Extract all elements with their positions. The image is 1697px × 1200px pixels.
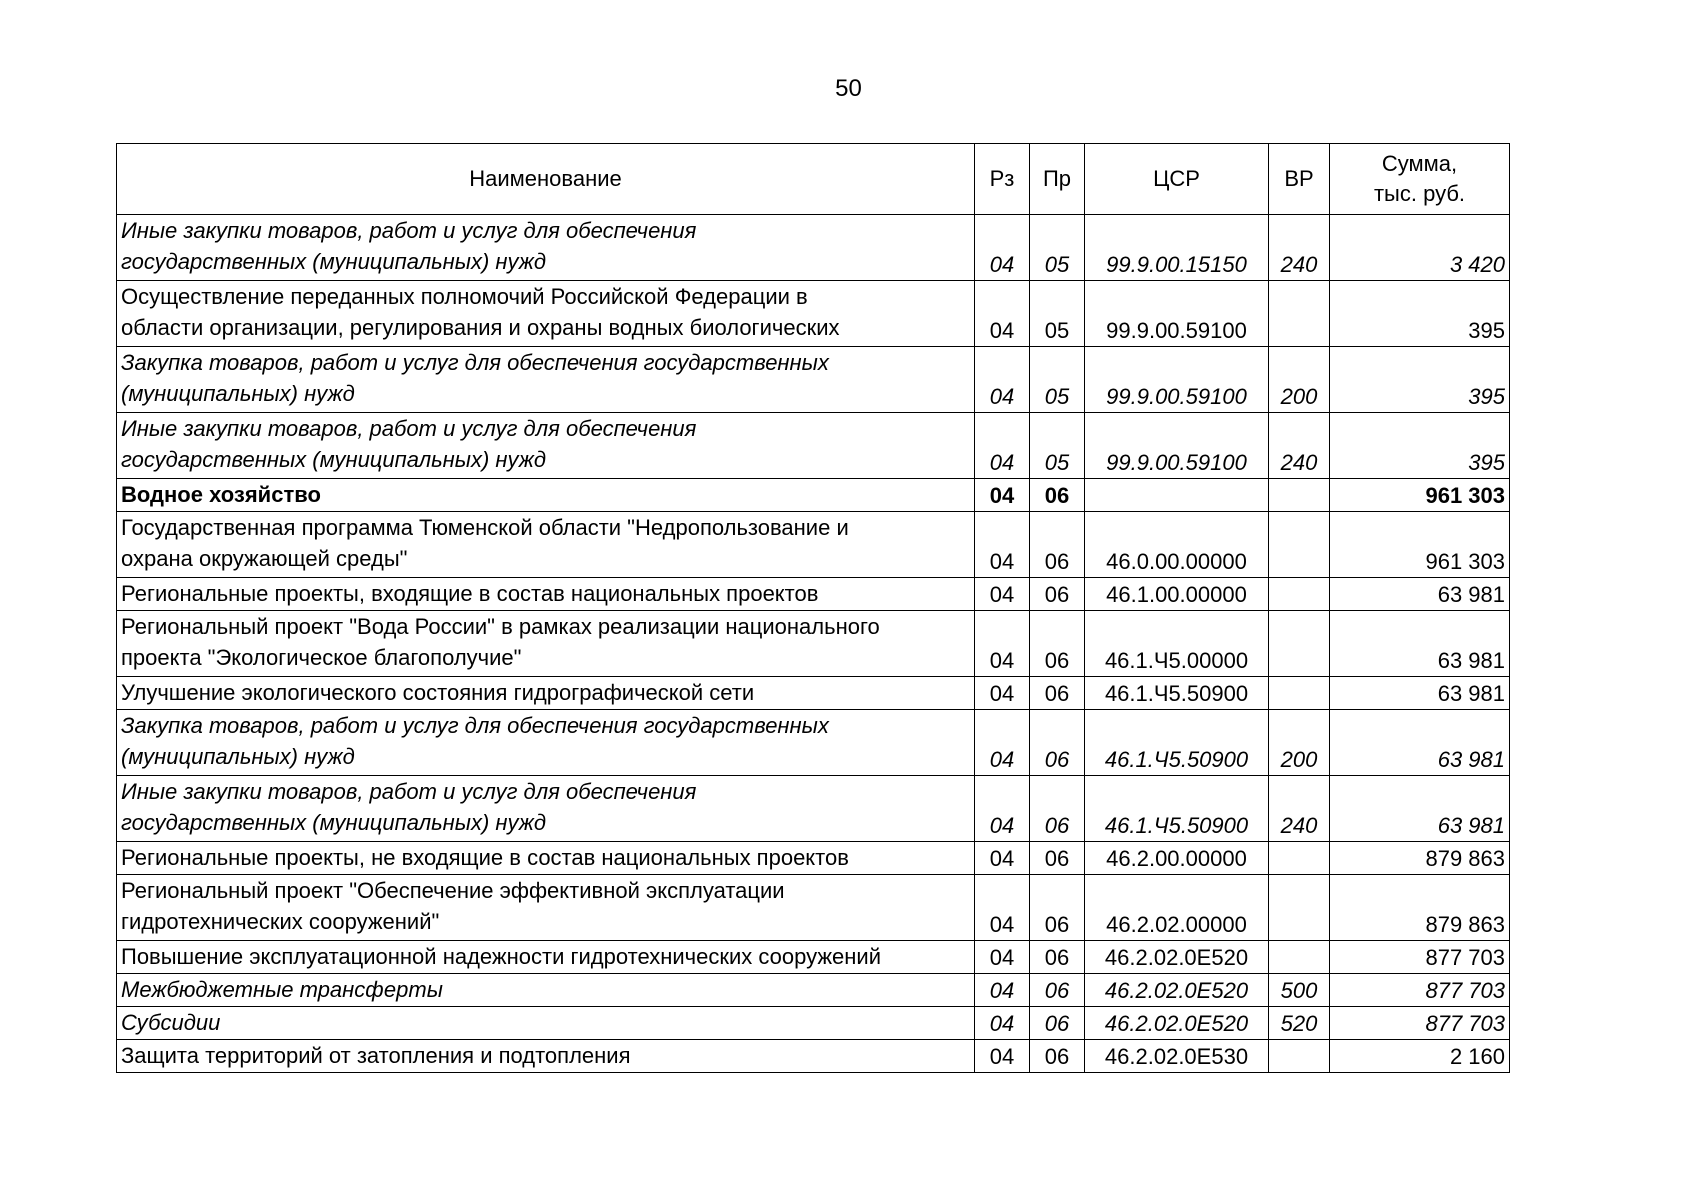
- cell-sum: 63 981: [1330, 611, 1510, 677]
- cell-sum: 63 981: [1330, 776, 1510, 842]
- header-vr: ВР: [1269, 144, 1330, 215]
- cell-sum: 961 303: [1330, 512, 1510, 578]
- cell-sum: 395: [1330, 347, 1510, 413]
- cell-csr: 46.1.Ч5.50900: [1085, 677, 1269, 710]
- cell-sum: 63 981: [1330, 677, 1510, 710]
- cell-name: Иные закупки товаров, работ и услуг для обеспечения государственных (муниципальных) нужд: [117, 776, 975, 842]
- cell-csr: 99.9.00.59100: [1085, 413, 1269, 479]
- cell-vr: 240: [1269, 215, 1330, 281]
- cell-pr: 05: [1030, 413, 1085, 479]
- cell-csr: 46.2.02.00000: [1085, 875, 1269, 941]
- cell-pr: 06: [1030, 710, 1085, 776]
- cell-csr: 46.0.00.00000: [1085, 512, 1269, 578]
- cell-csr: 99.9.00.59100: [1085, 347, 1269, 413]
- table-row: [117, 413, 1510, 479]
- cell-rz: 04: [975, 578, 1030, 611]
- cell-name: Закупка товаров, работ и услуг для обеспечения государственных (муниципальных) нужд: [117, 710, 975, 776]
- cell-rz: 04: [975, 875, 1030, 941]
- cell-vr: 500: [1269, 974, 1330, 1007]
- table-row: [117, 1040, 1510, 1073]
- cell-rz: 04: [975, 479, 1030, 512]
- cell-vr: [1269, 875, 1330, 941]
- cell-rz: 04: [975, 413, 1030, 479]
- cell-csr: 46.1.Ч5.50900: [1085, 776, 1269, 842]
- cell-name: Государственная программа Тюменской области "Недропользование и охрана окружающей среды": [117, 512, 975, 578]
- table-row: [117, 347, 1510, 413]
- cell-rz: 04: [975, 776, 1030, 842]
- cell-vr: 200: [1269, 710, 1330, 776]
- cell-sum: 879 863: [1330, 842, 1510, 875]
- cell-vr: [1269, 512, 1330, 578]
- cell-pr: 06: [1030, 611, 1085, 677]
- table-row: [117, 974, 1510, 1007]
- cell-vr: 240: [1269, 776, 1330, 842]
- header-sum-line2: тыс. руб.: [1373, 181, 1466, 206]
- cell-name: Водное хозяйство: [117, 479, 975, 512]
- cell-name: Региональные проекты, не входящие в состав национальных проектов: [117, 842, 975, 875]
- table-row: [117, 677, 1510, 710]
- table-row: [117, 710, 1510, 776]
- cell-pr: 06: [1030, 842, 1085, 875]
- cell-pr: 06: [1030, 1040, 1085, 1073]
- cell-pr: 05: [1030, 281, 1085, 347]
- cell-sum: 3 420: [1330, 215, 1510, 281]
- cell-name: Региональные проекты, входящие в состав национальных проектов: [117, 578, 975, 611]
- cell-vr: [1269, 677, 1330, 710]
- cell-csr: 46.1.00.00000: [1085, 578, 1269, 611]
- cell-rz: 04: [975, 974, 1030, 1007]
- table-row: [117, 611, 1510, 677]
- cell-sum: 395: [1330, 413, 1510, 479]
- budget-table: [116, 143, 1510, 1073]
- cell-rz: 04: [975, 941, 1030, 974]
- cell-name: Субсидии: [117, 1007, 975, 1040]
- cell-rz: 04: [975, 281, 1030, 347]
- cell-name: Иные закупки товаров, работ и услуг для обеспечения государственных (муниципальных) нужд: [117, 215, 975, 281]
- cell-csr: 46.2.00.00000: [1085, 842, 1269, 875]
- page-number: 50: [835, 75, 862, 102]
- header-csr: ЦСР: [1085, 144, 1269, 215]
- cell-sum: 879 863: [1330, 875, 1510, 941]
- header-pr: Пр: [1030, 144, 1085, 215]
- cell-rz: 04: [975, 710, 1030, 776]
- cell-sum: 2 160: [1330, 1040, 1510, 1073]
- cell-pr: 06: [1030, 875, 1085, 941]
- header-rz: Рз: [975, 144, 1030, 215]
- table-row: [117, 776, 1510, 842]
- cell-pr: 06: [1030, 941, 1085, 974]
- cell-rz: 04: [975, 1007, 1030, 1040]
- cell-sum: 63 981: [1330, 578, 1510, 611]
- cell-vr: [1269, 578, 1330, 611]
- cell-name: Региональный проект "Обеспечение эффективной эксплуатации гидротехнических сооружений": [117, 875, 975, 941]
- cell-rz: 04: [975, 215, 1030, 281]
- cell-sum: 63 981: [1330, 710, 1510, 776]
- header-sum: [1330, 144, 1510, 215]
- cell-vr: [1269, 479, 1330, 512]
- cell-rz: 04: [975, 677, 1030, 710]
- cell-name: Иные закупки товаров, работ и услуг для обеспечения государственных (муниципальных) нужд: [117, 413, 975, 479]
- cell-rz: 04: [975, 611, 1030, 677]
- header-name: Наименование: [117, 144, 975, 215]
- cell-name: Региональный проект "Вода России" в рамках реализации национального проекта "Экологическое благополучие": [117, 611, 975, 677]
- cell-name: Межбюджетные трансферты: [117, 974, 975, 1007]
- cell-csr: 99.9.00.15150: [1085, 215, 1269, 281]
- cell-pr: 06: [1030, 1007, 1085, 1040]
- cell-pr: 06: [1030, 776, 1085, 842]
- cell-csr: 46.2.02.0Е520: [1085, 941, 1269, 974]
- table-row: [117, 842, 1510, 875]
- cell-csr: 46.2.02.0Е520: [1085, 1007, 1269, 1040]
- table-row: [117, 1007, 1510, 1040]
- cell-sum: 877 703: [1330, 974, 1510, 1007]
- cell-csr: 46.1.Ч5.50900: [1085, 710, 1269, 776]
- cell-csr: 46.1.Ч5.00000: [1085, 611, 1269, 677]
- cell-name: Осуществление переданных полномочий Российской Федерации в области организации, регулирования и охраны водных биологических: [117, 281, 975, 347]
- cell-rz: 04: [975, 842, 1030, 875]
- cell-pr: 05: [1030, 347, 1085, 413]
- table-row: [117, 215, 1510, 281]
- cell-rz: 04: [975, 512, 1030, 578]
- cell-sum: 877 703: [1330, 941, 1510, 974]
- cell-pr: 06: [1030, 974, 1085, 1007]
- table-row: [117, 512, 1510, 578]
- cell-pr: 06: [1030, 479, 1085, 512]
- table-row: [117, 941, 1510, 974]
- cell-rz: 04: [975, 1040, 1030, 1073]
- cell-sum: 961 303: [1330, 479, 1510, 512]
- cell-vr: [1269, 842, 1330, 875]
- cell-sum: 395: [1330, 281, 1510, 347]
- cell-csr: 99.9.00.59100: [1085, 281, 1269, 347]
- cell-vr: [1269, 611, 1330, 677]
- cell-pr: 05: [1030, 215, 1085, 281]
- cell-vr: [1269, 941, 1330, 974]
- table-row: [117, 479, 1510, 512]
- cell-pr: 06: [1030, 512, 1085, 578]
- cell-rz: 04: [975, 347, 1030, 413]
- table-row: [117, 578, 1510, 611]
- cell-name: Улучшение экологического состояния гидрографической сети: [117, 677, 975, 710]
- cell-vr: 240: [1269, 413, 1330, 479]
- header-sum-line1: Сумма,: [1381, 151, 1458, 176]
- cell-vr: [1269, 281, 1330, 347]
- table-row: [117, 281, 1510, 347]
- table-header-row: [117, 144, 1510, 215]
- cell-name: Защита территорий от затопления и подтопления: [117, 1040, 975, 1073]
- table-body: [117, 215, 1510, 1073]
- cell-pr: 06: [1030, 677, 1085, 710]
- cell-name: Закупка товаров, работ и услуг для обеспечения государственных (муниципальных) нужд: [117, 347, 975, 413]
- cell-sum: 877 703: [1330, 1007, 1510, 1040]
- cell-csr: 46.2.02.0Е520: [1085, 974, 1269, 1007]
- table-row: [117, 875, 1510, 941]
- cell-csr: 46.2.02.0Е530: [1085, 1040, 1269, 1073]
- cell-name: Повышение эксплуатационной надежности гидротехнических сооружений: [117, 941, 975, 974]
- cell-vr: 520: [1269, 1007, 1330, 1040]
- cell-vr: [1269, 1040, 1330, 1073]
- cell-csr: [1085, 479, 1269, 512]
- cell-vr: 200: [1269, 347, 1330, 413]
- cell-pr: 06: [1030, 578, 1085, 611]
